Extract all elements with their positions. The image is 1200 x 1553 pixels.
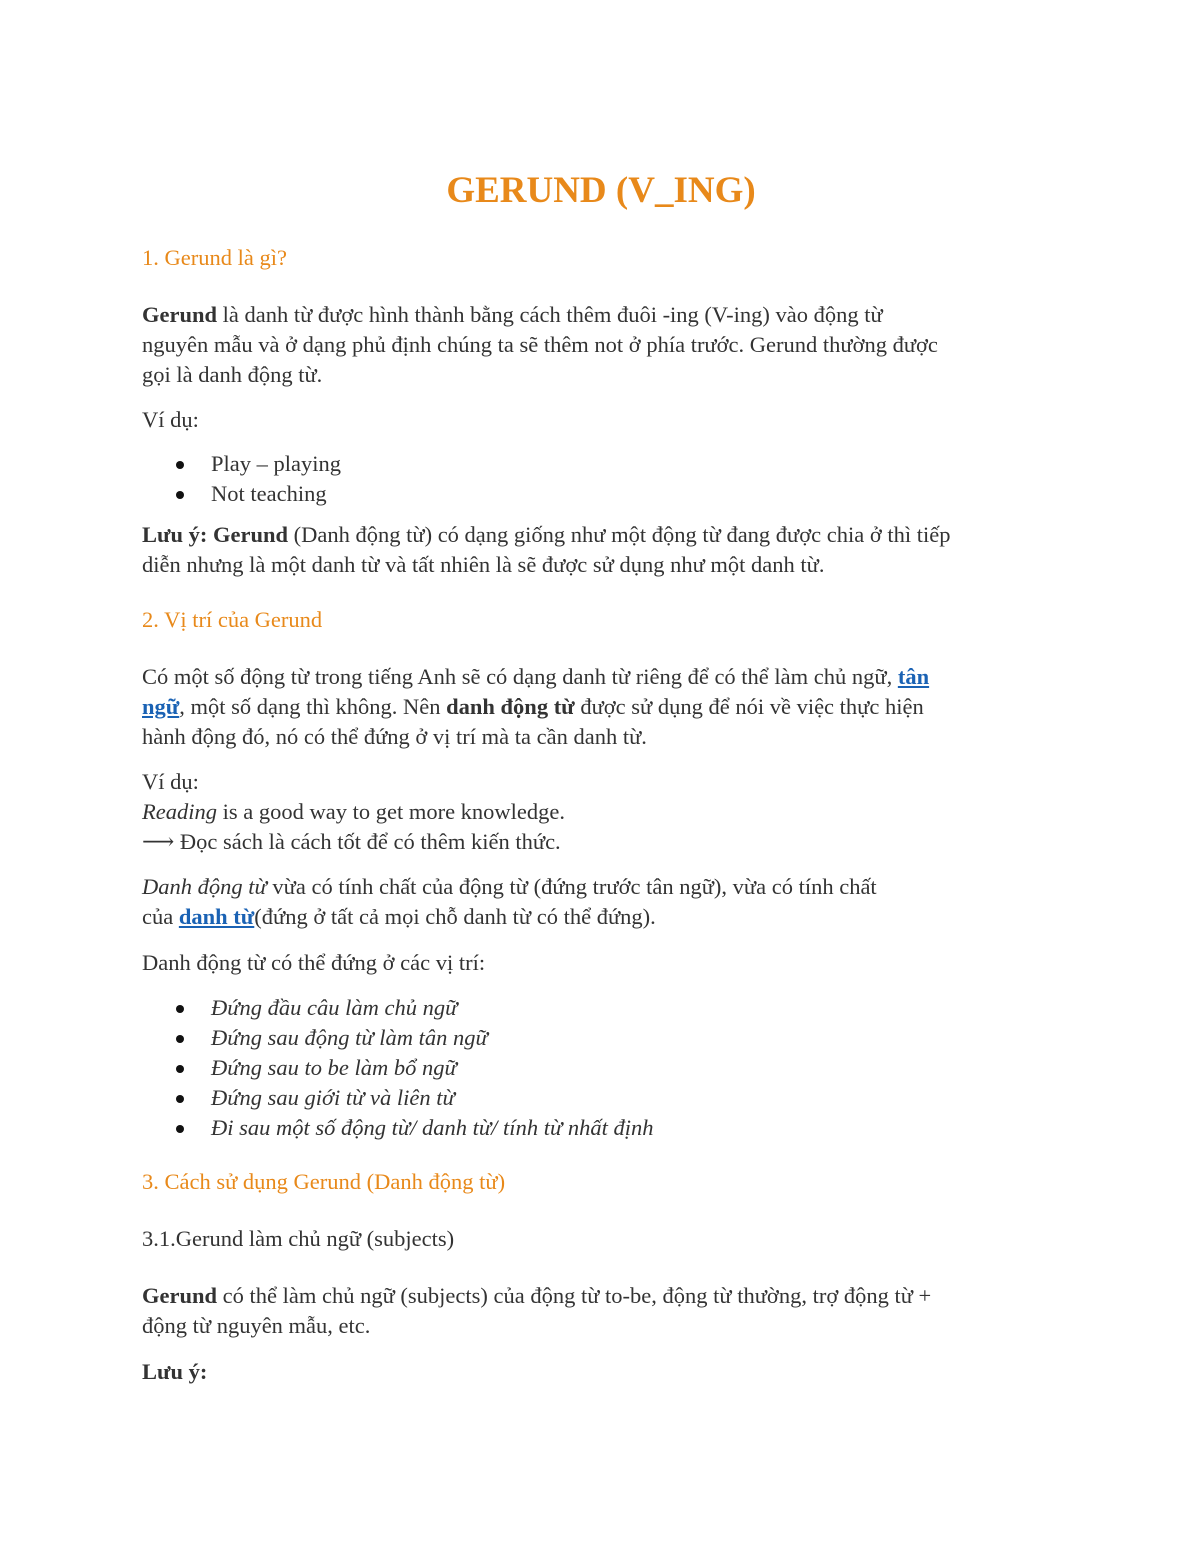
example-label: Ví dụ: — [142, 769, 199, 794]
danh-tu-link[interactable]: danh từ — [178, 904, 255, 929]
section-2-paragraph-1: Có một số động từ trong tiếng Anh sẽ có dạng danh từ riêng để có thể làm chủ ngữ, tân ngữ, một số dạng thì không. Nên danh động từ được sử dụng để nói về việc thực hiện hành động đó, nó có thể đứng ở vị trí mà ta cần danh từ. — [142, 664, 930, 749]
section-3-paragraph: Gerund có thể làm chủ ngữ (subjects) của động từ to-be, động từ thường, trợ động từ + động từ nguyên mẫu, etc. — [142, 1283, 932, 1338]
list-item: Đứng đầu câu làm chủ ngữ — [142, 993, 653, 1023]
bullet-icon — [176, 1005, 184, 1013]
bullet-icon — [176, 1065, 184, 1073]
bullet-icon — [176, 1035, 184, 1043]
section-2-heading: 2. Vị trí của Gerund — [142, 607, 323, 632]
section-1-definition — [142, 300, 1060, 390]
bullet-icon — [176, 491, 184, 499]
list-item: Play – playing — [142, 449, 341, 479]
document-title: GERUND (V_ING) — [446, 170, 756, 211]
danh-dong-tu-bold: danh động từ — [446, 694, 575, 719]
reading-italic: Reading — [142, 799, 217, 824]
section-2-paragraph-2: Danh động từ vừa có tính chất của động từ (đứng trước tân ngữ), vừa có tính chất của danh từ(đứng ở tất cả mọi chỗ danh từ có thể đứng). — [142, 874, 877, 929]
list-item: Đứng sau động từ làm tân ngữ — [142, 1023, 653, 1053]
section-3-1-heading: 3.1.Gerund làm chủ ngữ (subjects) — [142, 1226, 455, 1251]
note-label: Lưu ý: Gerund — [142, 522, 289, 547]
list-item: Not teaching — [142, 479, 341, 509]
tan-ngu-link[interactable]: tân ngữ — [142, 664, 930, 719]
bullet-icon — [176, 1095, 184, 1103]
list-item: Đi sau một số động từ/ danh từ/ tính từ nhất định — [142, 1113, 653, 1143]
section-1-note — [142, 520, 1060, 580]
section-3-heading: 3. Cách sử dụng Gerund (Danh động từ) — [142, 1169, 506, 1194]
definition-line-1: là danh từ được hình thành bằng cách thêm đuôi -ing (V-ing) vào động từ — [217, 302, 883, 327]
positions-label: Danh động từ có thể đứng ở các vị trí: — [142, 950, 486, 975]
section-1-example-list — [142, 449, 341, 509]
list-item: Đứng sau giới từ và liên từ — [142, 1083, 653, 1113]
bullet-icon — [176, 461, 184, 469]
section-1-example-label: Ví dụ: — [142, 407, 199, 432]
positions-list — [142, 993, 653, 1143]
note-line-1: (Danh động từ) có dạng giống như một động từ đang được chia ở thì tiếp — [288, 522, 951, 547]
section-2-example: Ví dụ: Reading is a good way to get more knowledge. ⟶ Đọc sách là cách tốt để có thêm kiến thức. — [142, 769, 566, 854]
definition-line-2: nguyên mẫu và ở dạng phủ định chúng ta sẽ thêm not ở phía trước. Gerund thường được — [142, 332, 938, 357]
note-line-2: diễn nhưng là một danh từ và tất nhiên là sẽ được sử dụng như một danh từ. — [142, 552, 825, 577]
gerund-term: Gerund — [142, 302, 218, 327]
example-translation: ⟶ Đọc sách là cách tốt để có thêm kiến thức. — [142, 829, 561, 854]
section-1-heading: 1. Gerund là gì? — [142, 245, 287, 270]
document-page — [142, 0, 1060, 1553]
section-3-note-label: Lưu ý: — [142, 1359, 208, 1384]
bullet-icon — [176, 1125, 184, 1133]
definition-line-3: gọi là danh động từ. — [142, 362, 323, 387]
gerund-term: Gerund — [142, 1283, 218, 1308]
list-item: Đứng sau to be làm bổ ngữ — [142, 1053, 653, 1083]
